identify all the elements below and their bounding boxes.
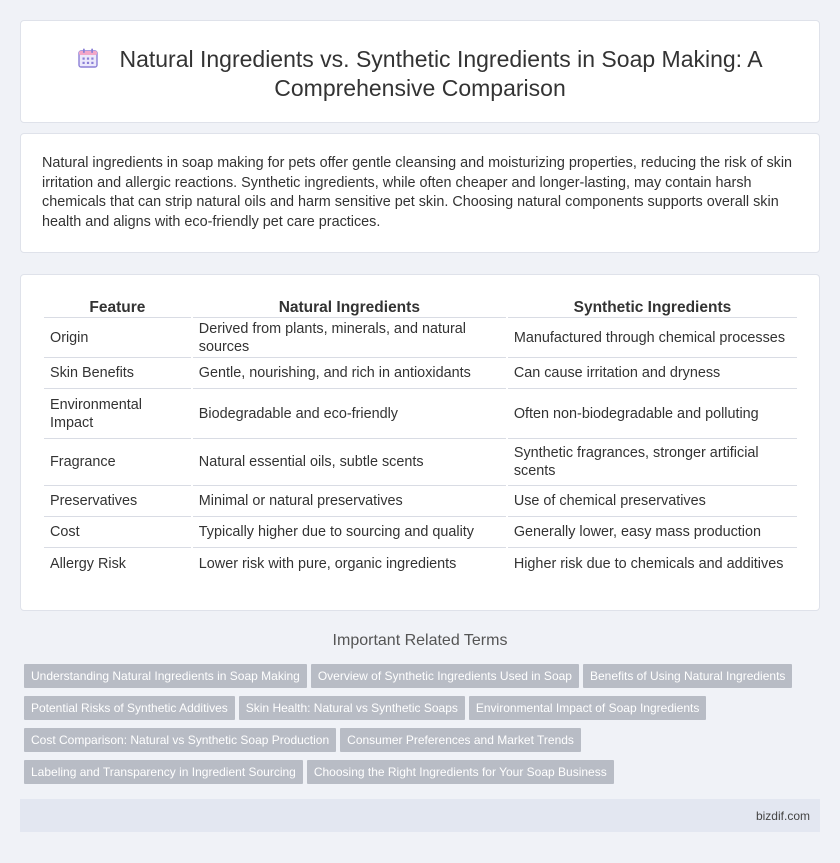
related-terms-title: Important Related Terms [332,632,508,649]
related-term-tag[interactable]: Labeling and Transparency in Ingredient Sourcing [24,760,303,784]
header-natural: Natural Ingredients [193,296,506,318]
related-term-tag[interactable]: Cost Comparison: Natural vs Synthetic Soap Production [24,728,336,752]
related-term-tag[interactable]: Environmental Impact of Soap Ingredients [469,696,706,720]
table-row [44,439,797,486]
cell-natural: Derived from plants, minerals, and natural sources [193,318,506,358]
related-terms-list [24,664,824,792]
page-title-wrap [21,45,819,103]
related-term-tag[interactable]: Potential Risks of Synthetic Additives [24,696,235,720]
intro-card [20,133,820,253]
tag-row [24,728,824,760]
table-row [44,517,797,548]
related-term-tag[interactable]: Understanding Natural Ingredients in Soap Making [24,664,307,688]
comparison-card [20,274,820,611]
table-header-row [44,296,797,318]
cell-synthetic: Often non-biodegradable and polluting [508,389,797,439]
header-synthetic: Synthetic Ingredients [508,296,797,318]
cell-feature: Preservatives [44,486,191,517]
cell-natural: Biodegradable and eco-friendly [193,389,506,439]
table-row [44,548,797,579]
related-term-tag[interactable]: Consumer Preferences and Market Trends [340,728,581,752]
cell-natural: Typically higher due to sourcing and quality [193,517,506,548]
header-feature: Feature [44,296,191,318]
comparison-table [42,296,799,579]
cell-feature: Origin [44,318,191,358]
cell-synthetic: Use of chemical preservatives [508,486,797,517]
intro-paragraph: Natural ingredients in soap making for pets offer gentle cleansing and moisturizing properties, reducing the risk of skin irritation and allergic reactions. Synthetic ingredients, while often cheaper and longer-lasting, may contain harsh chemicals that can strip natural oils and harm sensitive pet skin. Choosing natural components supports overall skin health and aligns with eco-friendly pet care practices. [42,155,793,230]
cell-synthetic: Manufactured through chemical processes [508,318,797,358]
page-title: Natural Ingredients vs. Synthetic Ingredients in Soap Making: A Comprehensive Comparison [119,46,763,101]
tag-row [24,696,824,728]
table-row [44,358,797,389]
cell-synthetic: Generally lower, easy mass production [508,517,797,548]
tag-row [24,760,824,792]
related-term-tag[interactable]: Benefits of Using Natural Ingredients [583,664,792,688]
cell-natural: Lower risk with pure, organic ingredients [198,555,457,572]
cell-feature: Skin Benefits [44,358,191,389]
cell-feature: Environmental Impact [44,389,191,439]
related-term-tag[interactable]: Skin Health: Natural vs Synthetic Soaps [239,696,465,720]
cell-natural: Gentle, nourishing, and rich in antioxidants [193,358,506,389]
table-row [44,389,797,439]
calendar-icon [77,47,99,69]
tag-row [24,664,824,696]
footer [20,799,820,832]
related-term-tag[interactable]: Overview of Synthetic Ingredients Used in Soap [311,664,579,688]
header-card [20,20,820,123]
table-row [44,318,797,358]
cell-feature: Allergy Risk [50,555,126,572]
footer-site-link[interactable]: bizdif.com [755,809,810,823]
cell-synthetic: Can cause irritation and dryness [508,358,797,389]
table-row [44,486,797,517]
cell-natural: Minimal or natural preservatives [193,486,506,517]
cell-natural: Natural essential oils, subtle scents [193,439,506,486]
related-term-tag[interactable]: Choosing the Right Ingredients for Your Soap Business [307,760,614,784]
cell-synthetic: Higher risk due to chemicals and additives [513,555,784,572]
cell-feature: Fragrance [44,439,191,486]
cell-synthetic: Synthetic fragrances, stronger artificial scents [508,439,797,486]
cell-feature: Cost [44,517,191,548]
